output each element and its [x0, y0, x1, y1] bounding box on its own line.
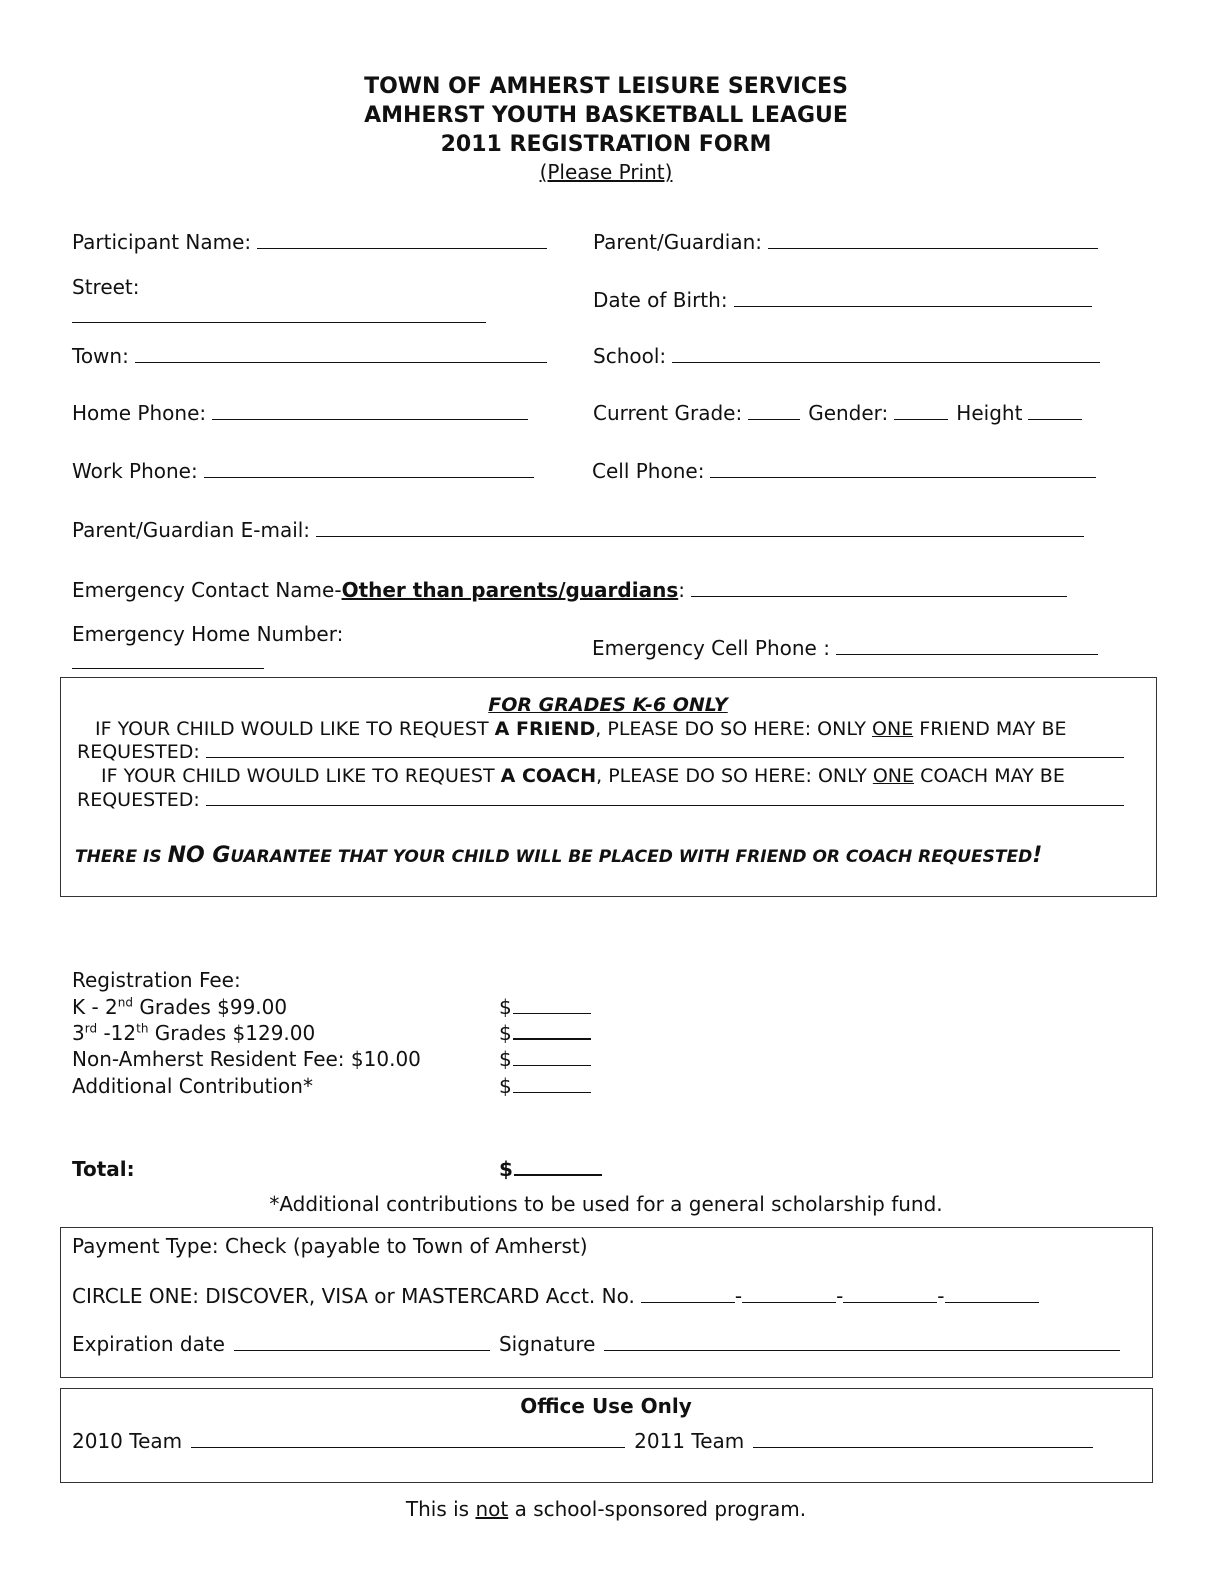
fee-3-12-text-3: Grades $129.00 — [154, 1021, 316, 1045]
acct-dash-1: - — [734, 1284, 743, 1308]
home-phone-label: Home Phone: — [72, 401, 207, 425]
warn-text-1: THERE IS — [75, 847, 162, 867]
school-field[interactable] — [593, 344, 1100, 368]
emergency-contact-field[interactable] — [72, 578, 1067, 602]
fee-k2-sup: nd — [117, 995, 134, 1010]
fee-3-12-amount[interactable] — [499, 1021, 591, 1045]
acct-segment-4[interactable] — [945, 1301, 1039, 1303]
team-2010-label: 2010 Team — [72, 1429, 183, 1453]
friend-text-one: ONE — [872, 718, 914, 740]
emergency-cell-label: Emergency Cell Phone : — [592, 636, 830, 660]
friend-request-text — [95, 718, 1067, 740]
participant-name-label: Participant Name: — [72, 230, 252, 254]
coach-request-text — [101, 765, 1065, 787]
date-of-birth-label: Date of Birth: — [593, 288, 728, 312]
coach-text-3: COACH MAY BE — [920, 765, 1065, 787]
registration-fee-title: Registration Fee: — [72, 968, 241, 992]
emergency-cell-line — [836, 653, 1098, 655]
expiration-line[interactable] — [234, 1349, 490, 1351]
cell-phone-field[interactable] — [592, 459, 1096, 483]
footer-text-1: This is — [405, 1497, 470, 1521]
expiration-label: Expiration date — [72, 1332, 225, 1356]
town-line — [135, 361, 547, 363]
friend-text-3: FRIEND MAY BE — [919, 718, 1067, 740]
team-row — [72, 1429, 1093, 1453]
fee-additional-dollar: $ — [499, 1074, 512, 1098]
emergency-home-label: Emergency Home Number: — [72, 622, 344, 646]
fee-non-resident-dollar: $ — [499, 1047, 512, 1071]
town-field[interactable] — [72, 344, 547, 368]
header-line-3: 2011 REGISTRATION FORM — [440, 132, 772, 157]
total-label: Total: — [72, 1157, 135, 1181]
parent-guardian-field[interactable] — [593, 230, 1098, 254]
gender-label: Gender: — [808, 401, 889, 425]
fee-3-12-text-2: -12 — [103, 1021, 137, 1045]
no-guarantee-warning — [75, 843, 1042, 868]
work-phone-line — [204, 476, 534, 478]
payment-box — [60, 1227, 1153, 1378]
current-grade-label: Current Grade: — [593, 401, 743, 425]
acct-segment-2[interactable] — [742, 1301, 836, 1303]
street-label: Street: — [72, 275, 140, 299]
footer-text-not: not — [475, 1497, 509, 1521]
coach-text-1: IF YOUR CHILD WOULD LIKE TO REQUEST — [101, 765, 495, 787]
friend-text-1: IF YOUR CHILD WOULD LIKE TO REQUEST — [95, 718, 489, 740]
fee-non-resident: Non-Amherst Resident Fee: $10.00 — [72, 1047, 421, 1071]
please-print-note: (Please Print) — [539, 160, 673, 184]
email-line — [316, 535, 1084, 537]
signature-line[interactable] — [604, 1349, 1120, 1351]
email-label: Parent/Guardian E-mail: — [72, 518, 311, 542]
office-use-box — [60, 1388, 1153, 1483]
coach-requested-field[interactable] — [77, 789, 1124, 811]
friend-requested-field[interactable] — [77, 741, 1124, 763]
acct-segment-1[interactable] — [641, 1301, 735, 1303]
emergency-cell-field[interactable] — [592, 636, 1098, 660]
school-label: School: — [593, 344, 667, 368]
friend-requested-line — [206, 756, 1124, 758]
emergency-home-line[interactable] — [72, 668, 264, 669]
fee-k2-text-1: K - 2 — [72, 995, 118, 1019]
participant-name-line — [257, 247, 547, 249]
team-2011-line[interactable] — [753, 1446, 1093, 1448]
acct-segment-3[interactable] — [843, 1301, 937, 1303]
warn-text-2: NO G — [167, 843, 231, 868]
town-label: Town: — [72, 344, 129, 368]
height-line[interactable] — [1028, 418, 1082, 420]
total-dollar: $ — [499, 1157, 513, 1181]
acct-dash-2: - — [836, 1284, 844, 1308]
height-label: Height — [956, 401, 1023, 425]
fee-additional-amount[interactable] — [499, 1074, 591, 1098]
signature-label: Signature — [498, 1332, 596, 1356]
work-phone-label: Work Phone: — [72, 459, 198, 483]
cell-phone-label: Cell Phone: — [592, 459, 705, 483]
coach-requested-line — [206, 804, 1124, 806]
date-of-birth-field[interactable] — [593, 288, 1092, 312]
fee-3-12-sup-2: th — [136, 1021, 149, 1036]
emergency-contact-emphasis: Other than parents/guardians — [341, 578, 679, 602]
fee-3-12-sup: rd — [84, 1021, 98, 1036]
fee-k2-line — [513, 1012, 591, 1014]
fee-3-12-text-1: 3 — [72, 1021, 85, 1045]
cell-phone-line — [710, 476, 1096, 478]
home-phone-line — [212, 418, 528, 420]
fee-k2-dollar: $ — [499, 995, 512, 1019]
email-field[interactable] — [72, 518, 1084, 542]
total-amount[interactable] — [499, 1157, 602, 1181]
coach-text-2: , PLEASE DO SO HERE: ONLY — [596, 765, 867, 787]
grade-gender-height-row — [593, 401, 1082, 425]
emergency-contact-colon: : — [678, 578, 685, 602]
contribution-footnote: *Additional contributions to be used for a general scholarship fund. — [269, 1192, 943, 1216]
warn-text-3: UARANTEE THAT YOUR CHILD WILL BE PLACED WITH FRIEND OR COACH REQUESTED — [230, 847, 1033, 867]
friend-text-emphasis: A FRIEND — [494, 718, 596, 740]
payment-type: Payment Type: Check (payable to Town of Amherst) — [72, 1234, 588, 1258]
fee-additional-line — [513, 1091, 591, 1093]
participant-name-field[interactable] — [72, 230, 547, 254]
date-of-birth-line — [734, 305, 1092, 307]
fee-k2-amount[interactable] — [499, 995, 591, 1019]
friend-text-2: , PLEASE DO SO HERE: ONLY — [595, 718, 866, 740]
card-account-row — [72, 1284, 1039, 1308]
current-grade-line[interactable] — [748, 418, 800, 420]
team-2011-label: 2011 Team — [634, 1429, 745, 1453]
work-phone-field[interactable] — [72, 459, 534, 483]
coach-text-emphasis: A COACH — [500, 765, 597, 787]
coach-text-one: ONE — [872, 765, 915, 787]
header-line-2: AMHERST YOUTH BASKETBALL LEAGUE — [364, 103, 848, 128]
street-line[interactable] — [72, 322, 486, 323]
fee-non-resident-line — [513, 1064, 591, 1066]
parent-guardian-line — [768, 247, 1098, 249]
school-line — [672, 361, 1100, 363]
friend-requested-label: REQUESTED: — [77, 741, 200, 763]
home-phone-field[interactable] — [72, 401, 528, 425]
emergency-contact-line — [691, 595, 1067, 597]
fee-3-12-dollar: $ — [499, 1021, 512, 1045]
grades-k6-request-box — [60, 677, 1157, 897]
total-line — [514, 1173, 602, 1176]
fee-non-resident-amount[interactable] — [499, 1047, 591, 1071]
acct-dash-3: - — [937, 1284, 945, 1308]
gender-line[interactable] — [894, 418, 948, 420]
fee-3-12 — [72, 1021, 315, 1045]
circle-one-label: CIRCLE ONE: DISCOVER, VISA or MASTERCARD Acct. No. — [72, 1284, 635, 1308]
expiration-signature-row — [72, 1332, 1120, 1356]
team-2010-line[interactable] — [191, 1446, 625, 1448]
request-box-title: FOR GRADES K-6 ONLY — [488, 694, 728, 716]
footer-note — [0, 1497, 1212, 1521]
fee-k2-text-2: Grades $99.00 — [139, 995, 288, 1019]
fee-k2 — [72, 995, 287, 1019]
warn-text-4: ! — [1032, 843, 1043, 868]
coach-requested-label: REQUESTED: — [77, 789, 200, 811]
footer-text-2: a school-sponsored program. — [514, 1497, 807, 1521]
parent-guardian-label: Parent/Guardian: — [593, 230, 762, 254]
fee-3-12-line — [513, 1037, 591, 1040]
office-use-title: Office Use Only — [520, 1394, 692, 1418]
header-line-1: TOWN OF AMHERST LEISURE SERVICES — [364, 74, 848, 99]
emergency-contact-label: Emergency Contact Name- — [72, 578, 342, 602]
fee-additional-contribution: Additional Contribution* — [72, 1074, 313, 1098]
